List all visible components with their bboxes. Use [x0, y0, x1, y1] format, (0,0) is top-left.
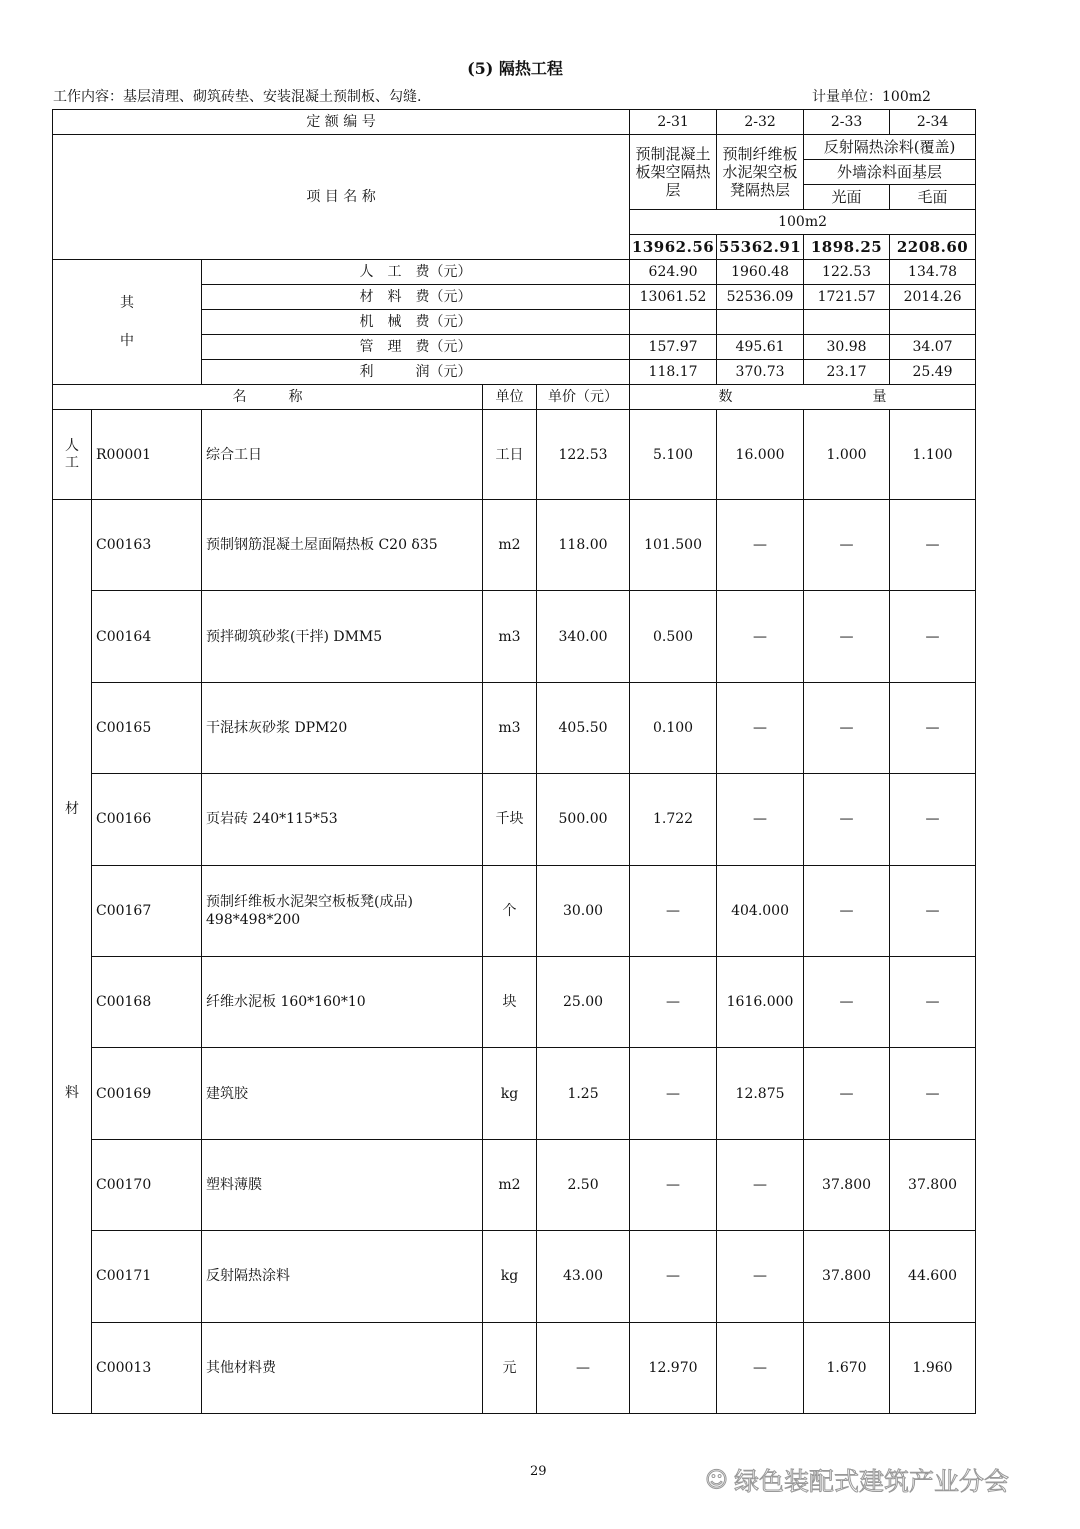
material-quantity: 1.670 [804, 1322, 890, 1413]
material-quantity: 37.800 [804, 1139, 890, 1230]
labor-quantity: 5.100 [630, 410, 717, 500]
material-quantity: — [804, 682, 890, 773]
material-row [53, 1231, 976, 1322]
material-quantity: 101.500 [630, 500, 717, 591]
material-row [53, 1139, 976, 1230]
material-quantity: — [804, 500, 890, 591]
labor-name: 综合工日 [202, 410, 483, 500]
material-quantity: — [804, 956, 890, 1047]
watermark-text: 绿色装配式建筑产业分会 [733, 1467, 1009, 1496]
breakdown-value: 134.78 [890, 260, 976, 285]
material-code: C00165 [92, 682, 202, 773]
material-name: 预制纤维板水泥架空板板凳(成品) 498*498*200 [202, 865, 483, 956]
material-quantity: — [717, 774, 804, 865]
breakdown-value [804, 310, 890, 335]
material-quantity: — [717, 591, 804, 682]
material-price: 405.50 [537, 682, 630, 773]
labor-quantity: 16.000 [717, 410, 804, 500]
material-price: — [537, 1322, 630, 1413]
material-unit: 个 [483, 865, 537, 956]
item-2-33-34-top: 反射隔热涂料(覆盖) [804, 135, 976, 160]
breakdown-value: 624.90 [630, 260, 717, 285]
quota-table [52, 109, 976, 1414]
material-price: 30.00 [537, 865, 630, 956]
breakdown-value: 157.97 [630, 335, 717, 360]
wechat-icon: ☺ [705, 1467, 728, 1493]
labor-category: 人工 [53, 410, 92, 500]
item-2-33-34-mid: 外墙涂料面基层 [804, 160, 976, 185]
material-category-top: 材 [65, 801, 79, 817]
breakdown-value: 495.61 [717, 335, 804, 360]
breakdown-value: 2014.26 [890, 285, 976, 310]
total-2-31: 13962.56 [630, 235, 717, 260]
item-2-31: 预制混凝土板架空隔热层 [630, 135, 717, 210]
breakdown-value: 30.98 [804, 335, 890, 360]
section-title: (5) 隔热工程 [467, 59, 563, 78]
material-name: 页岩砖 240*115*53 [202, 774, 483, 865]
material-quantity: — [630, 1139, 717, 1230]
code-2-31: 2-31 [630, 110, 717, 135]
material-code: C00164 [92, 591, 202, 682]
material-quantity: — [890, 500, 976, 591]
breakdown-value: 370.73 [717, 360, 804, 385]
breakdown-label-top: 其 [120, 295, 134, 311]
code-2-33: 2-33 [804, 110, 890, 135]
breakdown-item-label: 管 理 费（元） [202, 335, 630, 360]
material-quantity: 37.800 [804, 1231, 890, 1322]
material-quantity: — [630, 1231, 717, 1322]
material-quantity: — [804, 1048, 890, 1139]
material-price: 1.25 [537, 1048, 630, 1139]
page-number: 29 [530, 1464, 547, 1479]
breakdown-label [53, 260, 202, 385]
material-name: 塑料薄膜 [202, 1139, 483, 1230]
breakdown-value: 1721.57 [804, 285, 890, 310]
material-quantity: 1.722 [630, 774, 717, 865]
item-2-33: 光面 [804, 185, 890, 210]
labor-code: R00001 [92, 410, 202, 500]
breakdown-value: 118.17 [630, 360, 717, 385]
material-quantity: — [890, 865, 976, 956]
material-row [53, 774, 976, 865]
material-quantity: 37.800 [890, 1139, 976, 1230]
material-category-bottom: 料 [65, 1085, 79, 1101]
material-name: 其他材料费 [202, 1322, 483, 1413]
breakdown-row [53, 260, 976, 285]
breakdown-label-bottom: 中 [120, 333, 134, 349]
labor-row [53, 410, 976, 500]
breakdown-value: 13061.52 [630, 285, 717, 310]
material-unit: 元 [483, 1322, 537, 1413]
breakdown-value: 34.07 [890, 335, 976, 360]
material-name: 预拌砌筑砂浆(干拌) DMM5 [202, 591, 483, 682]
breakdown-value: 52536.09 [717, 285, 804, 310]
column-price: 单价（元） [537, 385, 630, 410]
material-price: 500.00 [537, 774, 630, 865]
material-quantity: — [804, 865, 890, 956]
material-quantity: — [890, 682, 976, 773]
material-row [53, 956, 976, 1047]
material-code: C00167 [92, 865, 202, 956]
material-name: 预制钢筋混凝土屋面隔热板 C20 δ35 [202, 500, 483, 591]
code-2-32: 2-32 [717, 110, 804, 135]
breakdown-value: 23.17 [804, 360, 890, 385]
breakdown-value: 1960.48 [717, 260, 804, 285]
item-2-34: 毛面 [890, 185, 976, 210]
material-quantity: — [717, 1231, 804, 1322]
material-price: 25.00 [537, 956, 630, 1047]
material-quantity: 12.970 [630, 1322, 717, 1413]
material-quantity: — [890, 591, 976, 682]
material-row [53, 591, 976, 682]
breakdown-value [890, 310, 976, 335]
breakdown-value: 122.53 [804, 260, 890, 285]
material-quantity: 1.960 [890, 1322, 976, 1413]
material-quantity: — [717, 500, 804, 591]
measurement-unit: 计量单位：100m2 [812, 89, 931, 105]
breakdown-item-label: 利 润（元） [202, 360, 630, 385]
material-quantity: — [630, 956, 717, 1047]
material-name: 建筑胶 [202, 1048, 483, 1139]
material-code: C00166 [92, 774, 202, 865]
material-unit: kg [483, 1231, 537, 1322]
column-name: 名 称 [53, 385, 483, 410]
material-quantity: — [630, 1048, 717, 1139]
material-quantity: 0.500 [630, 591, 717, 682]
material-quantity: — [717, 682, 804, 773]
material-code: C00171 [92, 1231, 202, 1322]
code-2-34: 2-34 [890, 110, 976, 135]
breakdown-value: 25.49 [890, 360, 976, 385]
total-2-33: 1898.25 [804, 235, 890, 260]
material-quantity: — [630, 865, 717, 956]
total-2-32: 55362.91 [717, 235, 804, 260]
material-quantity: — [890, 956, 976, 1047]
total-2-34: 2208.60 [890, 235, 976, 260]
material-row [53, 865, 976, 956]
material-unit: m2 [483, 1139, 537, 1230]
column-unit: 单位 [483, 385, 537, 410]
breakdown-item-label: 机 械 费（元） [202, 310, 630, 335]
material-unit: m3 [483, 682, 537, 773]
material-unit: 块 [483, 956, 537, 1047]
item-2-32: 预制纤维板水泥架空板凳隔热层 [717, 135, 804, 210]
material-price: 43.00 [537, 1231, 630, 1322]
material-price: 340.00 [537, 591, 630, 682]
breakdown-item-label: 人 工 费（元） [202, 260, 630, 285]
material-row [53, 682, 976, 773]
column-quantity: 数 量 [630, 385, 976, 410]
breakdown-value [630, 310, 717, 335]
material-quantity: — [717, 1139, 804, 1230]
item-name-label: 项 目 名 称 [53, 135, 630, 260]
watermark [705, 1462, 1009, 1498]
material-price: 118.00 [537, 500, 630, 591]
material-category [53, 500, 92, 1414]
labor-price: 122.53 [537, 410, 630, 500]
material-row [53, 1048, 976, 1139]
breakdown-item-label: 材 料 费（元） [202, 285, 630, 310]
labor-quantity: 1.000 [804, 410, 890, 500]
header-unit: 100m2 [630, 210, 976, 235]
material-price: 2.50 [537, 1139, 630, 1230]
material-unit: m2 [483, 500, 537, 591]
material-quantity: 404.000 [717, 865, 804, 956]
material-quantity: — [804, 591, 890, 682]
material-quantity: — [804, 774, 890, 865]
material-quantity: 12.875 [717, 1048, 804, 1139]
material-unit: m3 [483, 591, 537, 682]
material-code: C00168 [92, 956, 202, 1047]
material-row [53, 1322, 976, 1413]
material-unit: kg [483, 1048, 537, 1139]
labor-quantity: 1.100 [890, 410, 976, 500]
quota-code-label: 定 额 编 号 [53, 110, 630, 135]
material-name: 纤维水泥板 160*160*10 [202, 956, 483, 1047]
material-name: 干混抹灰砂浆 DPM20 [202, 682, 483, 773]
material-code: C00163 [92, 500, 202, 591]
material-quantity: 44.600 [890, 1231, 976, 1322]
material-code: C00169 [92, 1048, 202, 1139]
labor-unit: 工日 [483, 410, 537, 500]
breakdown-value [717, 310, 804, 335]
material-quantity: — [890, 774, 976, 865]
material-code: C00170 [92, 1139, 202, 1230]
material-quantity: — [890, 1048, 976, 1139]
work-content: 工作内容：基层清理、砌筑砖垫、安装混凝土预制板、勾缝. [53, 89, 422, 105]
material-code: C00013 [92, 1322, 202, 1413]
material-unit: 千块 [483, 774, 537, 865]
material-quantity: 0.100 [630, 682, 717, 773]
material-row [53, 500, 976, 591]
material-name: 反射隔热涂料 [202, 1231, 483, 1322]
material-quantity: — [717, 1322, 804, 1413]
material-quantity: 1616.000 [717, 956, 804, 1047]
